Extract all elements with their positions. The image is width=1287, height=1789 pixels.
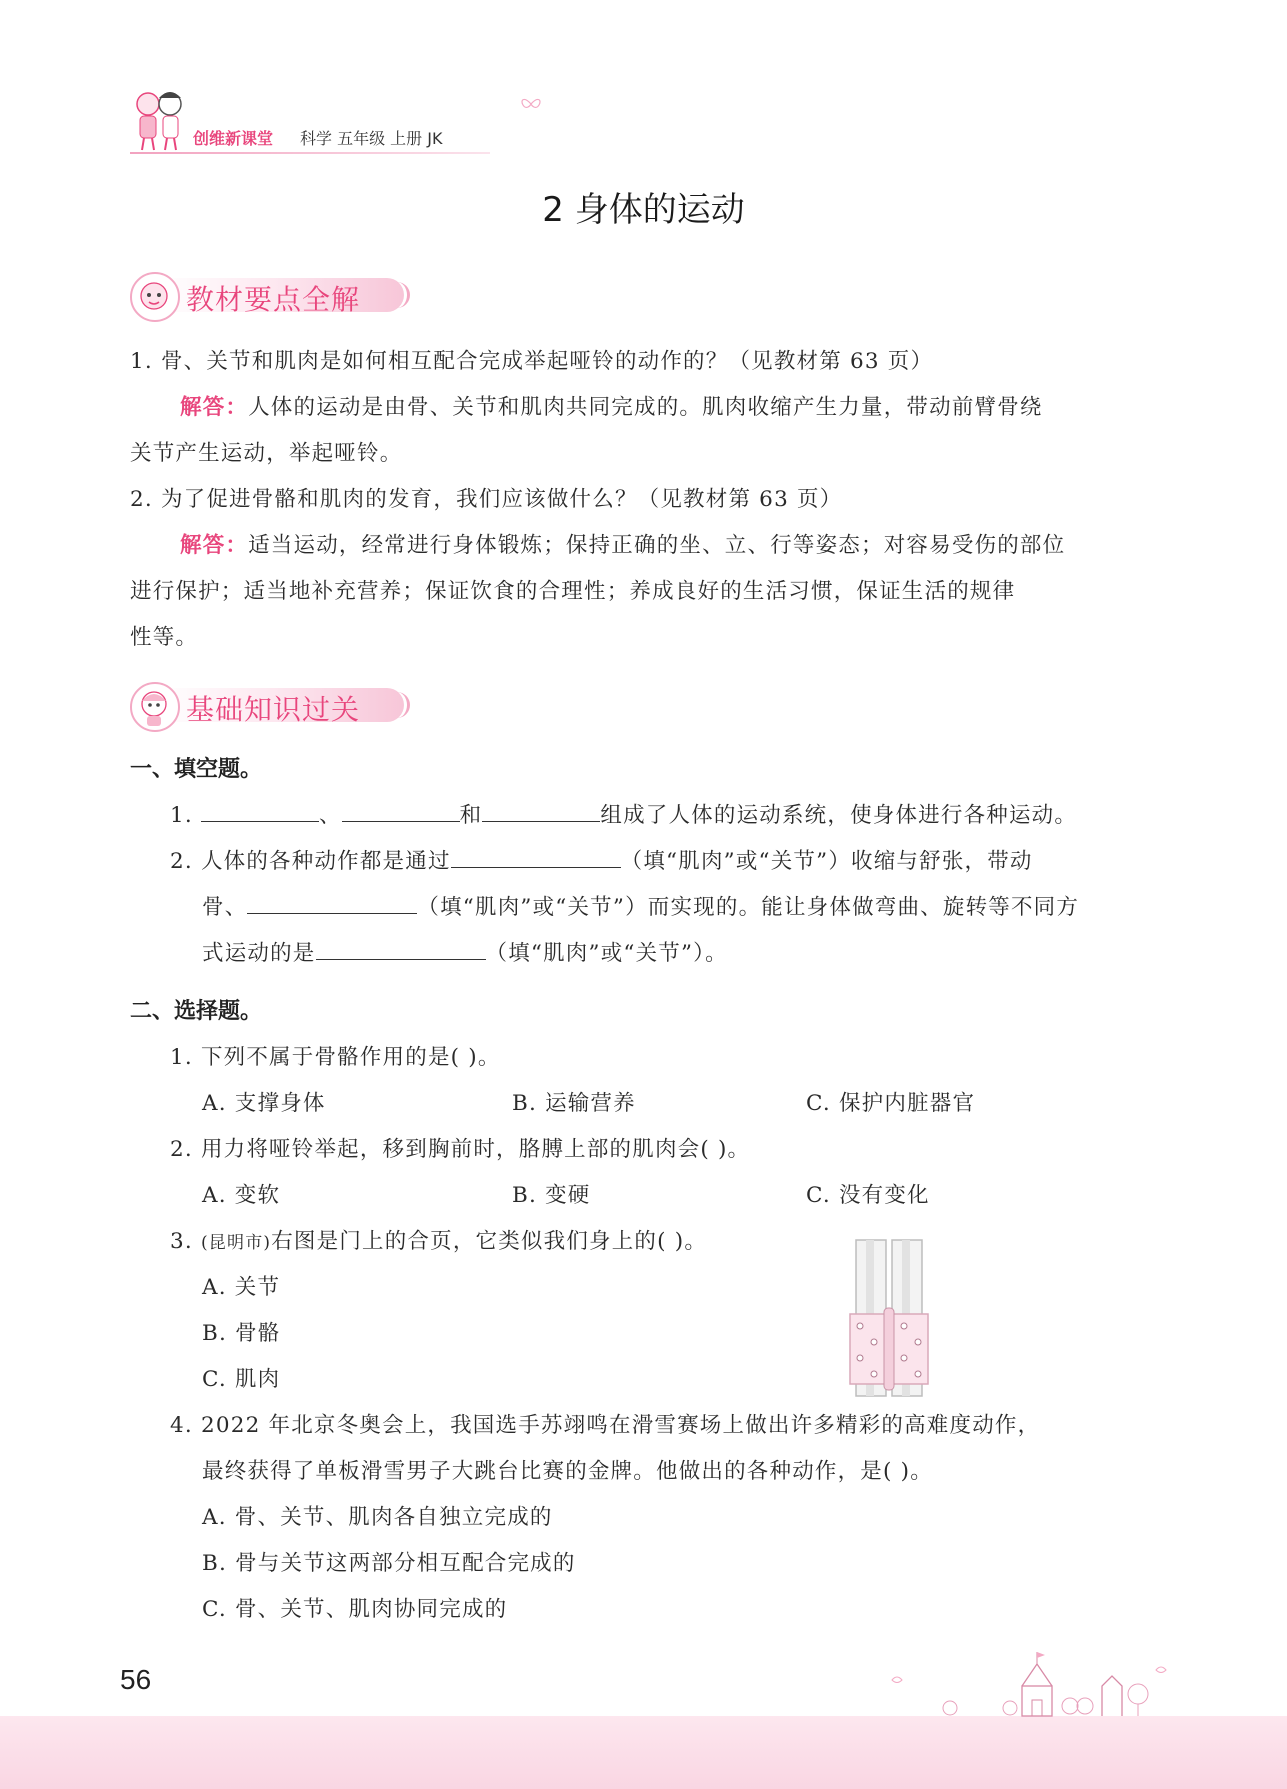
answer-2-line-1 [180,528,1065,559]
question-text: （填“肌肉”或“关节”）而实现的。能让身体做弯曲、旋转等不同方 [417,895,1080,920]
answer-1-line-2: 关节产生运动，举起哑铃。 [130,441,403,466]
question-text: 式运动的是 [202,941,316,966]
option-a[interactable]: A. 骨、关节、肌肉各自独立完成的 [202,1505,553,1530]
option-b[interactable]: B. 骨骼 [202,1321,281,1346]
answer-1-line-1 [180,390,1043,421]
question-text: （填“肌肉”或“关节”）收缩与舒张，带动 [620,849,1033,874]
question-1: 1. 骨、关节和肌肉是如何相互配合完成举起哑铃的动作的？（见教材第 63 页） [130,349,934,374]
banner-cartoon-icon [130,272,180,322]
answer-label: 解答： [180,395,249,420]
answer-2-line-2: 进行保护；适当地补充营养；保证饮食的合理性；养成良好的生活习惯，保证生活的规律 [130,579,1016,604]
banner-cartoon-icon [130,682,180,732]
answer-label: 解答： [180,533,249,558]
option-c[interactable]: C. 骨、关节、肌肉协同完成的 [202,1597,508,1622]
banner-label: 教材要点全解 [186,283,361,316]
separator: 和 [459,803,483,828]
choice-question-4-line-2: 最终获得了单板滑雪男子大跳台比赛的金牌。他做出的各种动作，是( )。 [202,1459,933,1484]
answer-blank[interactable] [201,803,319,822]
option-b[interactable]: B. 变硬 [512,1183,591,1208]
option-b[interactable]: B. 运输营养 [512,1091,636,1116]
choice-question-2: 2. 用力将哑铃举起，移到胸前时，胳膊上部的肌肉会( )。 [170,1137,751,1162]
question-text: 组成了人体的运动系统，使身体进行各种运动。 [600,803,1078,828]
option-b[interactable]: B. 骨与关节这两部分相互配合完成的 [202,1551,576,1576]
question-text: （填“肌肉”或“关节”）。 [485,941,728,966]
door-hinge-figure [846,1238,936,1402]
option-c[interactable]: C. 没有变化 [806,1183,930,1208]
castle-trees-decoration-icon [880,1650,1180,1724]
question-text: 骨、 [202,895,248,920]
answer-text: 适当运动，经常进行身体锻炼；保持正确的坐、立、行等姿态；对容易受伤的部位 [248,533,1066,558]
choice-question-4-line-1: 4. 2022 年北京冬奥会上，我国选手苏翊鸣在滑雪赛场上做出许多精彩的高难度动作， [170,1413,1041,1438]
fill-question-1 [170,798,1077,829]
brand-name: 创维新课堂 [193,129,274,148]
answer-blank[interactable] [247,895,417,914]
option-a[interactable]: A. 关节 [202,1275,281,1300]
answer-2-line-3: 性等。 [130,625,199,650]
book-subject: 科学 五年级 上册 JK [300,129,443,148]
choice-question-1: 1. 下列不属于骨骼作用的是( )。 [170,1045,501,1070]
option-c[interactable]: C. 保护内脏器官 [806,1091,976,1116]
page-title: 2 身体的运动 [542,190,745,230]
cartoon-kids-logo [128,88,192,152]
multiple-choice-heading: 二、选择题。 [130,999,263,1024]
fill-question-2-line-1 [170,844,1033,875]
question-number: 3. [170,1229,193,1254]
section-banner-textbook-key-points [130,272,410,318]
answer-blank[interactable] [316,941,486,960]
fill-blank-heading: 一、填空题。 [130,757,263,782]
fill-question-2-line-2 [202,890,1079,921]
question-text: 2. 人体的各种动作都是通过 [170,849,451,874]
answer-blank[interactable] [342,803,460,822]
section-banner-basic-knowledge [130,682,410,728]
question-2: 2. 为了促进骨骼和肌肉的发育，我们应该做什么？（见教材第 63 页） [130,487,843,512]
answer-text: 人体的运动是由骨、关节和肌肉共同完成的。肌肉收缩产生力量，带动前臂骨绕 [248,395,1043,420]
page-number: 56 [120,1664,152,1695]
fill-question-2-line-3 [202,936,728,967]
footer-band [0,1716,1287,1789]
option-a[interactable]: A. 支撑身体 [202,1091,326,1116]
header-divider [130,152,490,154]
choice-question-3 [170,1224,707,1255]
question-text: 右图是门上的合页，它类似我们身上的( )。 [271,1229,708,1254]
answer-blank[interactable] [482,803,600,822]
butterfly-icon [520,96,542,116]
answer-blank[interactable] [451,849,621,868]
option-c[interactable]: C. 肌肉 [202,1367,281,1392]
question-number: 1. [170,803,193,828]
banner-label: 基础知识过关 [186,693,361,726]
separator: 、 [318,803,342,828]
option-a[interactable]: A. 变软 [202,1183,281,1208]
source-tag: (昆明市) [200,1233,272,1253]
